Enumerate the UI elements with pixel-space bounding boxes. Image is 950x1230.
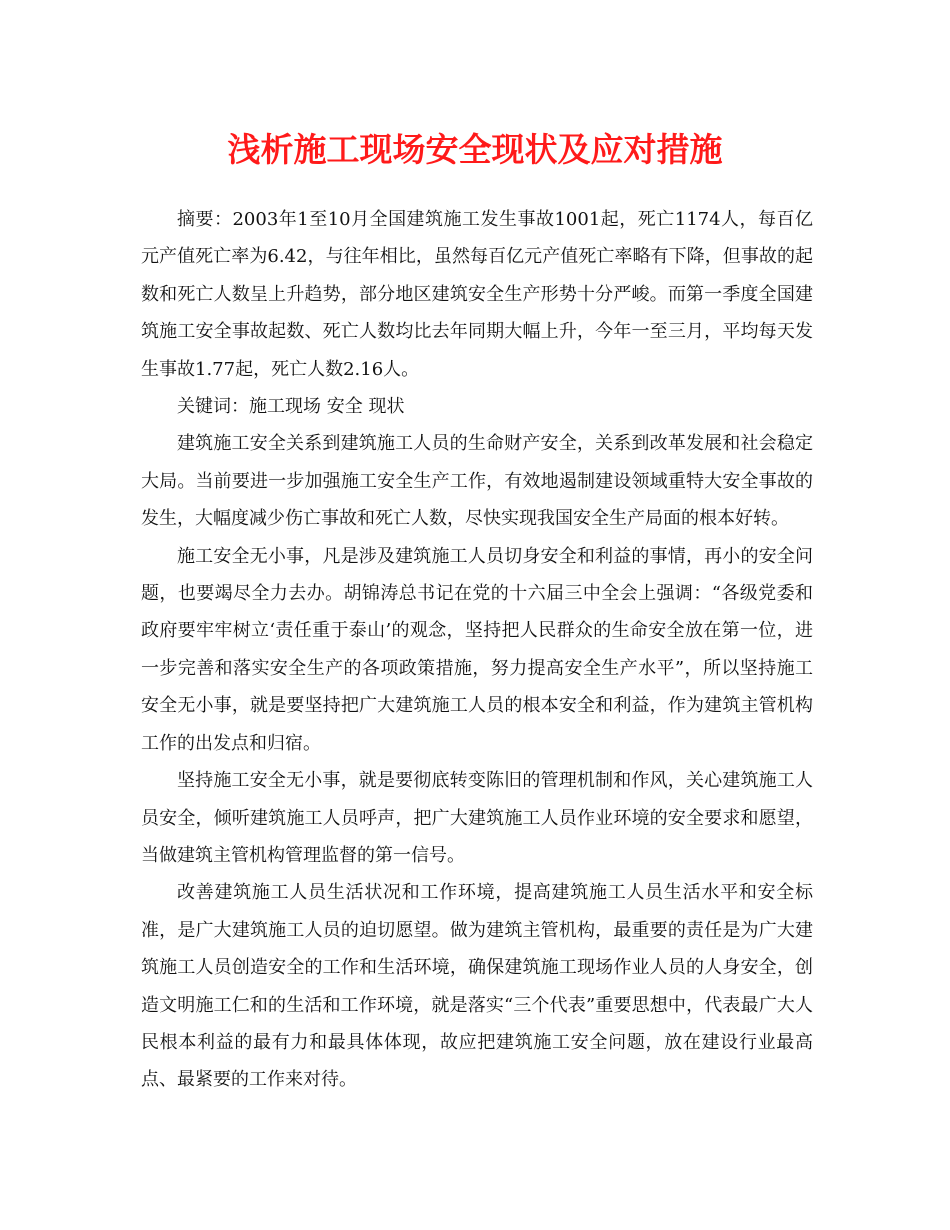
body-paragraph: 建筑施工安全关系到建筑施工人员的生命财产安全，关系到改革发展和社会稳定大局。当前要进一步加强施工安全生产工作，有效地遏制建设领域重特大安全事故的发生，大幅度减少伤亡事故和死亡人数，尽快实现我国安全生产局面的根本好转。 [141, 433, 813, 530]
body-paragraph: 施工安全无小事，凡是涉及建筑施工人员切身安全和利益的事情，再小的安全问题，也要竭尽全力去办。胡锦涛总书记在党的十六届三中全会上强调：“各级党委和政府要牢牢树立‘责任重于泰山’的观念，坚持把人民群众的生命安全放在第一位，进一步完善和落实安全生产的各项政策措施，努力提高安全生产水平”，所以坚持施工安全无小事，就是要坚持把广大建筑施工人员的根本安全和利益，作为建筑主管机构工作的出发点和归宿。 [141, 545, 813, 754]
document-title: 浅析施工现场安全现状及应对措施 [227, 130, 723, 169]
body-paragraph: 坚持施工安全无小事，就是要彻底转变陈旧的管理机制和作风，关心建筑施工人员安全，倾听建筑施工人员呼声，把广大建筑施工人员作业环境的安全要求和愿望，当做建筑主管机构管理监督的第一信号。 [141, 770, 813, 866]
document-body [141, 201, 813, 1099]
abstract-paragraph: 摘要：2003年1至10月全国建筑施工发生事故1001起，死亡1174人，每百亿元产值死亡率为6.42，与往年相比，虽然每百亿元产值死亡率略有下降，但事故的起数和死亡人数呈上升趋势，部分地区建筑安全生产形势十分严峻。而第一季度全国建筑施工安全事故起数、死亡人数均比去年同期大幅上升，今年一至三月，平均每天发生事故1.77起，死亡人数2.16人。 [141, 209, 813, 380]
keywords-paragraph: 关键词：施工现场 安全 现状 [177, 396, 405, 418]
body-paragraph: 改善建筑施工人员生活状况和工作环境，提高建筑施工人员生活水平和安全标准，是广大建筑施工人员的迫切愿望。做为建筑主管机构，最重要的责任是为广大建筑施工人员创造安全的工作和生活环境，确保建筑施工现场作业人员的人身安全，创造文明施工仁和的生活和工作环境，就是落实“三个代表”重要思想中，代表最广大人民根本利益的最有力和最具体体现，故应把建筑施工安全问题，放在建设行业最高点、最紧要的工作来对待。 [141, 882, 813, 1091]
